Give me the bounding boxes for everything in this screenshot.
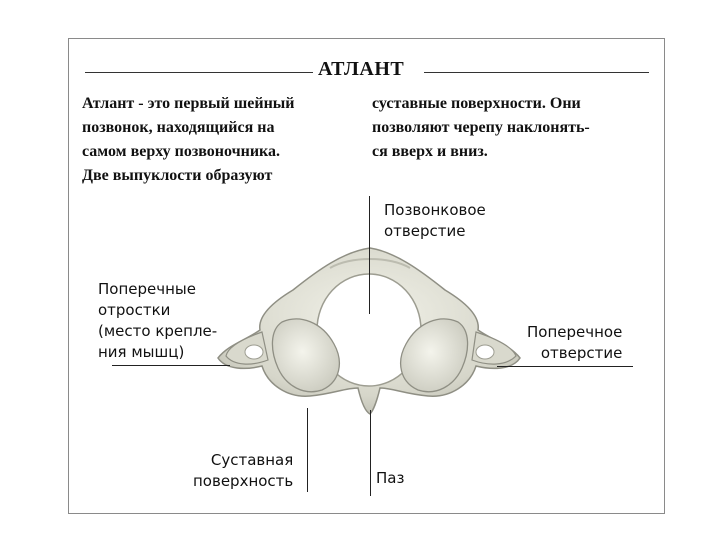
description-left: Атлант - это первый шейный позвонок, находящийся на самом верху позвоночника. Две выпуклости образуют [82, 95, 295, 184]
label-groove: Паз [376, 469, 405, 487]
leader-articular-surface [307, 408, 308, 492]
label-transverse-processes: Поперечные отростки (место крепле- ния мышц) [98, 280, 218, 361]
leader-vertebral-foramen [369, 196, 370, 314]
leader-transverse-processes [112, 365, 230, 366]
description-right: суставные поверхности. Они позволяют черепу наклонять- ся вверх и вниз. [372, 95, 590, 160]
label-vertebral-foramen: Позвонковое отверстие [384, 201, 486, 240]
transverse-foramen-right [476, 345, 494, 359]
transverse-foramen-left [245, 345, 263, 359]
leader-groove [370, 410, 371, 496]
leader-transverse-foramen [497, 366, 633, 367]
page-title: АТЛАНТ [318, 58, 405, 80]
label-articular-surface: Суставная поверхность [193, 451, 294, 490]
label-transverse-foramen: Поперечное отверстие [527, 323, 623, 362]
